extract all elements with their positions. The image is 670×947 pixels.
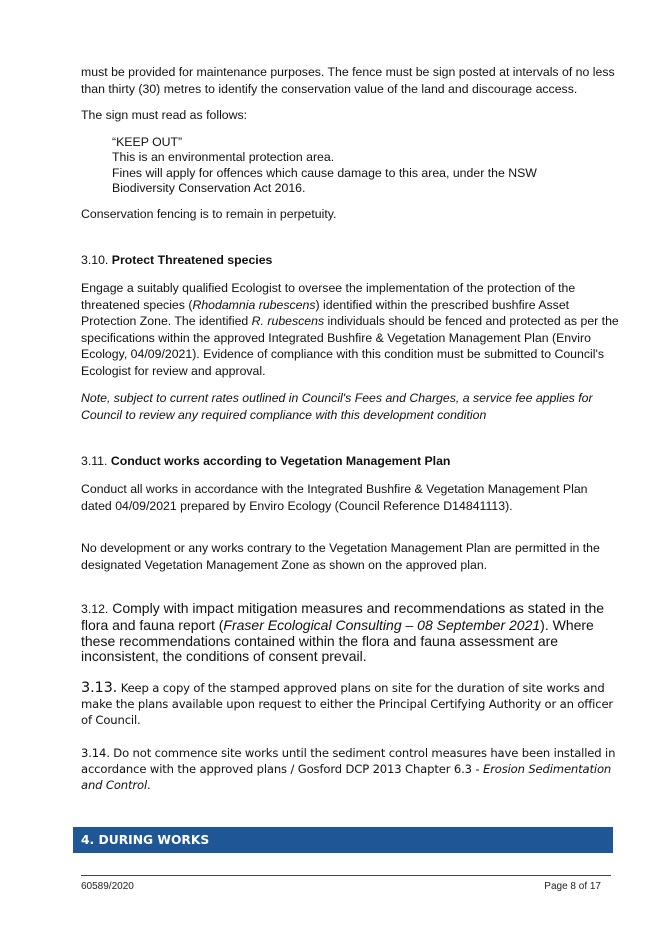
sign-line: “KEEP OUT” [112, 135, 183, 149]
section-3-10-body: Engage a suitably qualified Ecologist to oversee the implementation of the protection of the threatened species (Rhodamnia rubescens) identified within the prescribed bushfire Asset Protection Zone. The identified R. rubescens individuals should be fenced and protected as per the specifications within the approved Integrated Bushfire & Vegetation Management Plan (Enviro Ecology, 04/09/2021). Evidence of compliance with this condition must be submitted to Council's Ecologist for review and approval. [81, 281, 619, 378]
section-title: Protect Threatened species [111, 253, 273, 267]
footer-reference: 60589/2020 [81, 881, 134, 892]
section-number: 3.13. [81, 680, 118, 696]
footer-divider [81, 875, 611, 876]
section-4-heading: 4. DURING WORKS [81, 833, 210, 847]
section-3-12-paragraph: 3.12. Comply with impact mitigation measures and recommendations as stated in the flora and fauna report (Fraser Ecological Consulting – 08 September 2021). Where these recommendations contained within the flora and fauna assessment are inconsistent, the conditions of consent prevail. [81, 600, 605, 665]
sign-intro: The sign must read as follows: [81, 108, 248, 122]
section-3-10-heading [81, 252, 272, 268]
footer-page-number: Page 8 of 17 [544, 881, 601, 892]
section-3-11-body-1: Conduct all works in accordance with the Integrated Bushfire & Vegetation Management Plan dated 04/09/2021 prepared by Enviro Ecology (Council Reference D14841113). [81, 482, 588, 513]
sign-line: Fines will apply for offences which cause damage to this area, under the NSW [112, 165, 537, 180]
dcp-chapter-title: Erosion Sedimentation and Control [81, 762, 612, 793]
sign-line: Biodiversity Conservation Act 2016. [112, 180, 306, 195]
section-number: 3.11. [81, 454, 108, 468]
section-3-11-heading [81, 453, 450, 469]
perpetuity-paragraph: Conservation fencing is to remain in perpetuity. [81, 207, 337, 221]
section-4-heading-band [73, 827, 613, 853]
sign-text-block [112, 135, 612, 196]
species-name: Rhodamnia rubescens [192, 297, 316, 312]
section-3-14-paragraph: 3.14. Do not commence site works until the sediment control measures have been installed in accordance with the approved plans / Gosford DCP 2013 Chapter 6.3 - Erosion Sedimentation and Control. [81, 746, 616, 793]
report-reference: Fraser Ecological Consulting – 08 September 2021 [223, 616, 541, 633]
section-3-13-paragraph: 3.13. Keep a copy of the stamped approved plans on site for the duration of site works and make the plans available upon request to either the Principal Certifying Authority or an officer of Council. [81, 680, 614, 728]
section-3-11-body-2: No development or any works contrary to the Vegetation Management Plan are permitted in the designated Vegetation Management Zone as shown on the approved plan. [81, 541, 600, 572]
fence-paragraph: must be provided for maintenance purposes. The fence must be sign posted at intervals of no less than thirty (30) metres to identify the conservation value of the land and discourage access. [81, 65, 615, 96]
section-title: Conduct works according to Vegetation Management Plan [110, 454, 451, 468]
section-number: 3.14. [81, 746, 110, 760]
fee-note: Note, subject to current rates outlined in Council's Fees and Charges, a service fee applies for Council to review any required compliance with this development condition [81, 391, 593, 422]
sign-line: This is an environmental protection area. [112, 150, 335, 165]
section-number: 3.12. [81, 602, 109, 616]
species-short-name: R. rubescens [251, 314, 325, 329]
section-number: 3.10. [81, 253, 109, 267]
